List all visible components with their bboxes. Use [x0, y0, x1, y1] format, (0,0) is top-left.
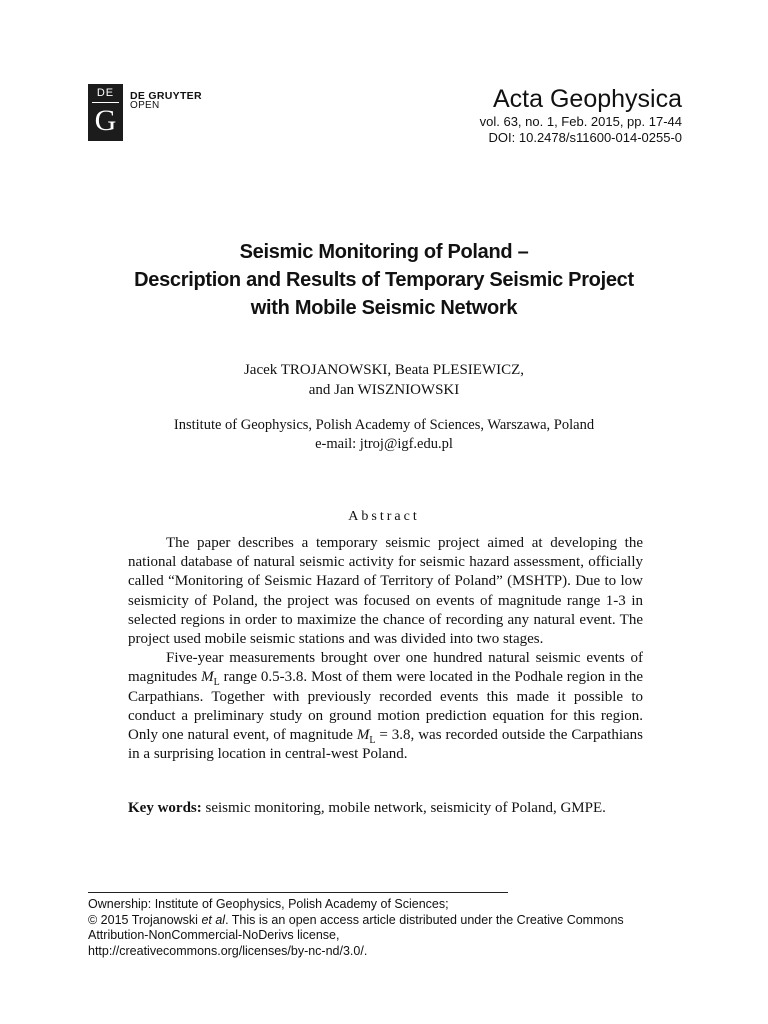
magnitude-symbol: M	[201, 669, 214, 686]
institute: Institute of Geophysics, Polish Academy of Sciences, Warszawa, Poland	[173, 417, 595, 433]
authors-line-1: Jacek TROJANOWSKI, Beata PLESIEWICZ,	[243, 362, 525, 378]
journal-name: Acta Geophysica	[493, 85, 682, 113]
email: e-mail: jtroj@igf.edu.pl	[315, 436, 453, 452]
copyright-text-a: © 2015 Trojanowski	[88, 912, 202, 927]
copyright-text-b: . This is an open access article distributed under the Creative Commons Attribution-NonCommercial-NoDerivs license,	[88, 912, 624, 942]
magnitude-subscript: L	[213, 677, 220, 689]
abstract-paragraph-2	[128, 649, 643, 764]
abstract-heading: Abstract	[348, 509, 420, 524]
keywords-label: Key words:	[128, 800, 202, 816]
affiliation	[60, 416, 708, 454]
abstract-p2-text-b: range 0.5-3.8. Most of them were located in the Podhale region in the Carpathians. Together with previously recorded events this made it possible to conduct a preliminary study on ground motion prediction equation for this region. Only one natural event, of magnitude	[128, 669, 644, 744]
abstract-p2-text-c: = 3.8, was recorded outside the Carpathians in a surprising location in central-west Poland.	[128, 727, 643, 763]
title-line-3: with Mobile Seismic Network	[250, 297, 518, 319]
abstract-paragraph-1: The paper describes a temporary seismic project aimed at developing the national database of natural seismic activity for seismic hazard assessment, officially called “Monitoring of Seismic Hazard of Territory of Poland” (MSHTP). Due to low seismicity of Poland, the project was focused on events of magnitude range 1-3 in selected regions in order to maximize the chance of recording any natural event. The project used mobile seismic stations and was divided into two stages.	[128, 535, 643, 648]
magnitude-subscript-2: L	[369, 735, 376, 747]
journal-volume: vol. 63, no. 1, Feb. 2015, pp. 17-44	[479, 114, 682, 129]
keywords-text: seismic monitoring, mobile network, seismicity of Poland, GMPE.	[201, 800, 606, 816]
publisher-name	[130, 91, 202, 111]
journal-header	[480, 84, 682, 146]
journal-doi: DOI: 10.2478/s11600-014-0255-0	[488, 130, 682, 145]
author-list	[60, 360, 708, 400]
publisher-logo	[88, 84, 123, 141]
footnote	[88, 897, 648, 959]
keywords	[128, 799, 643, 818]
publisher-name-line1: DE GRUYTER	[130, 90, 202, 102]
footnote-copyright	[88, 913, 648, 944]
paper-title	[60, 238, 708, 322]
logo-divider	[92, 102, 119, 103]
title-line-2: Description and Results of Temporary Seismic Project	[134, 269, 634, 291]
publisher-name-line2: OPEN	[130, 100, 160, 111]
copyright-etal: et al	[201, 912, 226, 927]
abstract-body	[128, 534, 643, 764]
logo-de-text: DE	[96, 87, 115, 99]
title-line-1: Seismic Monitoring of Poland –	[239, 241, 529, 263]
logo-g-text: G	[94, 104, 117, 137]
license-url[interactable]: http://creativecommons.org/licenses/by-nc-nd/3.0/.	[88, 943, 368, 958]
footnote-divider	[88, 892, 508, 893]
authors-line-2: and Jan WISZNIOWSKI	[308, 382, 460, 398]
footnote-ownership: Ownership: Institute of Geophysics, Polish Academy of Sciences;	[88, 897, 449, 911]
magnitude-symbol-2: M	[356, 727, 370, 744]
abstract-p2-text-a: Five-year measurements brought over one hundred natural seismic events of magnitudes	[128, 650, 643, 686]
